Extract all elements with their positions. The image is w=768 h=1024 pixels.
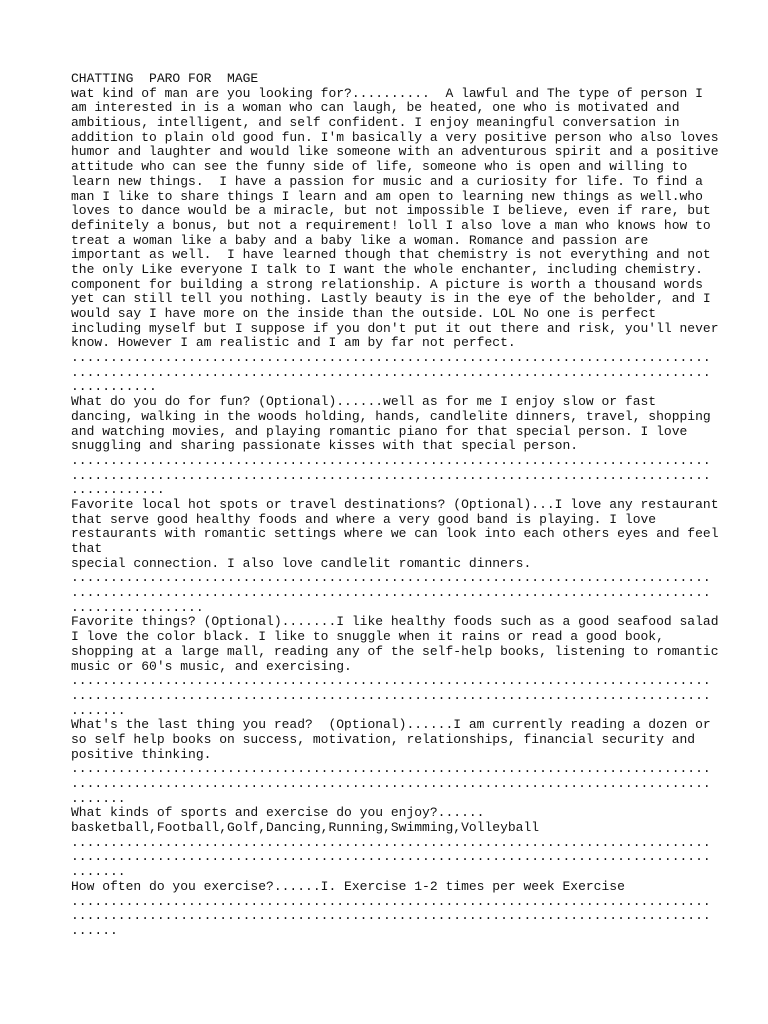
text-line: How often do you exercise?......I. Exercise 1-2 times per week Exercise xyxy=(71,878,625,894)
text-line: ....... xyxy=(71,864,126,880)
text-line: humor and laughter and would like someone with an adventurous spirit and a positive xyxy=(71,144,719,160)
text-line: .................................................................................. xyxy=(71,893,711,909)
text-line: .................................................................................. xyxy=(71,452,711,468)
text-line: music or 60's music, and exercising. xyxy=(71,658,352,674)
text-line: loves to dance would be a miracle, but not impossible I believe, even if rare, but xyxy=(71,203,711,219)
text-line: .................................................................................. xyxy=(71,687,711,703)
text-line: .................................................................................. xyxy=(71,585,711,601)
text-line: would say I have more on the inside than the outside. LOL No one is perfect xyxy=(71,306,657,321)
text-line: ....... xyxy=(71,790,126,806)
text-line: Favorite local hot spots or travel destinations? (Optional)...I love any restaurant xyxy=(71,496,719,512)
text-line: shopping at a large mall, reading any of the self-help books, listening to romantic xyxy=(71,643,719,659)
text-line: treat a woman like a baby and a baby like a woman. Romance and passion are xyxy=(71,232,649,248)
text-line: special connection. I also love candlelit romantic dinners. xyxy=(71,555,532,571)
text-line: ................. xyxy=(71,599,204,615)
text-line: yet can still tell you nothing. Lastly beauty is in the eye of the beholder, and I xyxy=(71,291,711,307)
text-line: .................................................................................. xyxy=(71,673,711,689)
text-line: am interested in is a woman who can laugh, be heated, one who is motivated and xyxy=(71,100,680,116)
text-line: ............ xyxy=(71,482,165,498)
text-line: and watching movies, and playing romantic piano for that special person. I love xyxy=(71,423,688,439)
text-line: dancing, walking in the woods holding, hands, candlelite dinners, travel, shopping xyxy=(71,408,711,424)
text-line: that xyxy=(71,541,103,556)
document-page xyxy=(71,71,719,939)
text-line: attitude who can see the funny side of life, someone who is open and willing to xyxy=(71,159,688,175)
text-line: basketball,Football,Golf,Dancing,Running,Swimming,Volleyball xyxy=(71,820,540,836)
text-line: including myself but I suppose if you don't put it out there and risk, you'll never xyxy=(71,320,719,336)
text-line: .................................................................................. xyxy=(71,761,711,777)
text-line: man I like to share things I learn and am open to learning new things as well.who xyxy=(71,188,703,204)
text-line: What do you do for fun? (Optional)......well as for me I enjoy slow or fast xyxy=(71,394,657,410)
text-line: .................................................................................. xyxy=(71,834,711,850)
document-title: CHATTING PARO FOR MAGE xyxy=(71,71,259,86)
text-line: ...... xyxy=(71,922,118,938)
text-line: snuggling and sharing passionate kisses with that special person. xyxy=(71,438,579,454)
text-line: definitely a bonus, but not a requirement! loll I also love a man who knows how to xyxy=(71,217,711,233)
text-line: .................................................................................. xyxy=(71,467,711,483)
text-line: so self help books on success, motivation, relationships, financial security and xyxy=(71,731,696,747)
text-line: .................................................................................. xyxy=(71,908,711,924)
text-line: .................................................................................. xyxy=(71,776,711,791)
text-line: .................................................................................. xyxy=(71,350,711,366)
text-line: restaurants with romantic settings where we can look into each others eyes and feel xyxy=(71,526,719,542)
text-line: know. However I am realistic and I am by far not perfect. xyxy=(71,335,516,351)
text-line: ambitious, intelligent, and self confident. I enjoy meaningful conversation in xyxy=(71,115,680,131)
text-line: that serve good healthy foods and where a very good band is playing. I love xyxy=(71,511,657,527)
text-line: .................................................................................. xyxy=(71,849,711,865)
text-line: What's the last thing you read? (Optional)......I am currently reading a dozen or xyxy=(71,717,711,733)
text-line: important as well. I have learned though that chemistry is not everything and not xyxy=(71,247,711,263)
text-line: wat kind of man are you looking for?.......... A lawful and The type of person I xyxy=(71,85,703,101)
text-line: learn new things. I have a passion for music and a curiosity for life. To find a xyxy=(71,173,703,189)
text-line: component for building a strong relationship. A picture is worth a thousand words xyxy=(71,276,703,292)
text-line: I love the color black. I like to snuggle when it rains or read a good book, xyxy=(71,629,664,645)
text-line: the only Like everyone I talk to I want the whole enchanter, including chemistry. xyxy=(71,261,703,277)
text-line: positive thinking. xyxy=(71,746,212,762)
text-line: .................................................................................. xyxy=(71,364,711,380)
text-line: addition to plain old good fun. I'm basically a very positive person who also loves xyxy=(71,129,719,145)
text-line: ........... xyxy=(71,379,157,395)
text-line: What kinds of sports and exercise do you enjoy?...... xyxy=(71,805,485,821)
text-line: .................................................................................. xyxy=(71,570,711,586)
text-line: ....... xyxy=(71,702,126,718)
text-line: Favorite things? (Optional).......I like healthy foods such as a good seafood salad xyxy=(71,614,719,630)
